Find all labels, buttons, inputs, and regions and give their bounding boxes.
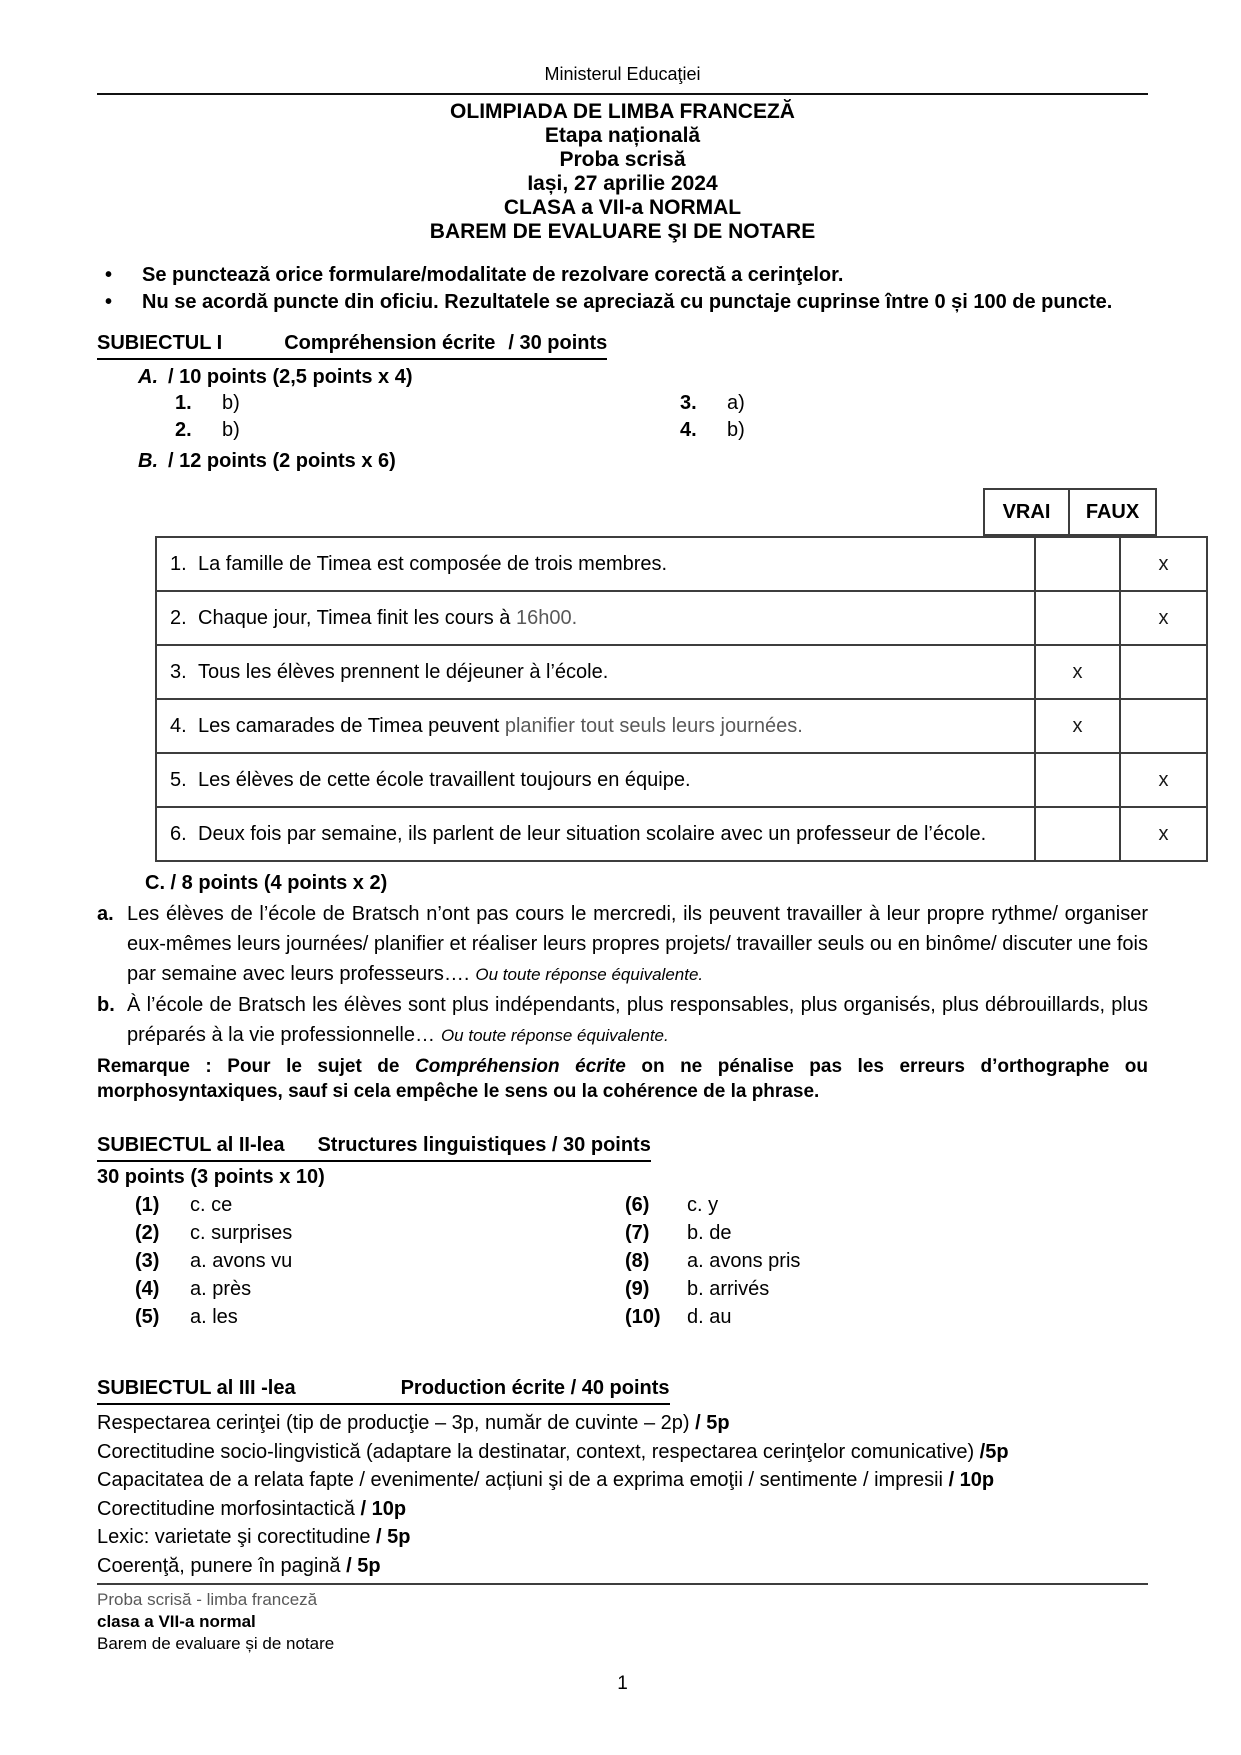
- footer-exam-line: Proba scrisă - limba franceză: [97, 1590, 318, 1609]
- faux-mark-cell: x: [1120, 591, 1207, 645]
- item-answer: a. près: [190, 1278, 252, 1300]
- answer-a-note: Ou toute réponse équivalente.: [475, 965, 704, 984]
- part-a-label: A.: [138, 366, 158, 388]
- table-row: [156, 591, 1207, 645]
- answer-value: b): [727, 419, 745, 441]
- table-row: [156, 645, 1207, 699]
- note-item-2: [97, 289, 1148, 316]
- s2-right-group: [625, 1275, 769, 1303]
- remark-pre: Pour le sujet de: [227, 1056, 400, 1077]
- subject1-points: / 30 points: [508, 332, 608, 354]
- table-header-row: [984, 489, 1156, 535]
- item-answer: a. les: [190, 1306, 238, 1328]
- item-number: (1): [135, 1194, 160, 1216]
- note-text-2: Nu se acordă puncte din oficiu. Rezultatele se apreciază cu punctaje cuprinse între 0 și 100 de puncte.: [142, 291, 1113, 313]
- remark-paragraph: [97, 1054, 1148, 1104]
- criterion-text: Respectarea cerinţei (tip de producţie – 3p, număr de cuvinte – 2p): [97, 1412, 690, 1434]
- s2-answers-row: [97, 1247, 1148, 1275]
- header-divider: [97, 93, 1148, 95]
- criterion-line: [97, 1438, 1148, 1467]
- item-number: (9): [625, 1278, 650, 1300]
- answer-b-marker: b.: [97, 994, 115, 1016]
- statement-text: Deux fois par semaine, ils parlent de leur situation scolaire avec un professeur de l’école.: [198, 822, 987, 845]
- title-barem: BAREM DE EVALUARE ŞI DE NOTARE: [429, 220, 816, 243]
- statement-text: Tous les élèves prennent le déjeuner à l’école.: [198, 660, 609, 683]
- remark-italic: Compréhension écrite: [414, 1056, 626, 1077]
- faux-mark-cell: [1120, 699, 1207, 753]
- page-number: 1: [617, 1673, 628, 1694]
- note-text-1: Se punctează orice formulare/modalitate de rezolvare corectă a cerinţelor.: [142, 264, 844, 286]
- part-a-points: / 10 points (2,5 points x 4): [168, 366, 413, 388]
- part-a-line: [138, 364, 1148, 390]
- statement-number: 1.: [170, 552, 187, 575]
- statement-number: 4.: [170, 714, 187, 737]
- answer-num: 4.: [680, 419, 697, 441]
- criterion-line: [97, 1495, 1148, 1524]
- part-c-line: C. / 8 points (4 points x 2): [145, 872, 388, 894]
- s2-right-group: [625, 1191, 718, 1219]
- criterion-points: / 5p: [376, 1526, 411, 1548]
- answer-value: a): [727, 392, 745, 414]
- item-answer: b. arrivés: [687, 1278, 770, 1300]
- vrai-mark-cell: [1035, 753, 1120, 807]
- criterion-text: Lexic: varietate şi corectitudine: [97, 1526, 371, 1548]
- table-row: [156, 807, 1207, 861]
- item-number: (4): [135, 1278, 160, 1300]
- criterion-points: / 5p: [695, 1412, 730, 1434]
- statement-cell: [156, 645, 1035, 699]
- item-number: (8): [625, 1250, 650, 1272]
- answer-num: 3.: [680, 392, 697, 414]
- s2-right-group: [625, 1303, 731, 1331]
- answer-b-text: À l’école de Bratsch les élèves sont plus indépendants, plus responsables, plus organisés, plus débrouillards, plus préparés à la vie professionnelle…: [127, 994, 1148, 1046]
- item-answer: d. au: [687, 1306, 732, 1328]
- vrai-faux-header-table: [983, 488, 1157, 536]
- item-answer: c. y: [687, 1194, 719, 1216]
- s2-answers-row: [97, 1275, 1148, 1303]
- s2-answers-row: [97, 1191, 1148, 1219]
- title-exam-type: Proba scrisă: [559, 148, 686, 171]
- criterion-text: Corectitudine socio-lingvistică (adaptare la destinatar, context, respectarea cerinţelor comunicative): [97, 1440, 975, 1463]
- statement-text-gray: planifier tout seuls leurs journées.: [504, 714, 803, 737]
- note-item-1: [97, 262, 1148, 289]
- answer-a-text: Les élèves de l’école de Bratsch n’ont pas cours le mercredi, ils peuvent travailler à leur propre rythme/ organiser eux-mêmes leurs journées/ planifier et réaliser leurs propres projets/ travailler seuls ou en binôme/ discuter une fois par semaine avec leurs professeurs….: [127, 903, 1148, 985]
- answer-a-paragraph: [97, 899, 1148, 990]
- subject3-label: SUBIECTUL al III -lea: [97, 1377, 296, 1399]
- statement-text: Les camarades de Timea peuvent: [198, 714, 505, 737]
- footer-divider: [97, 1583, 1148, 1585]
- statement-number: 3.: [170, 660, 187, 683]
- item-number: (2): [135, 1222, 160, 1244]
- answer-b-paragraph: [97, 990, 1148, 1051]
- table-row: [156, 537, 1207, 591]
- vrai-mark-cell: x: [1035, 645, 1120, 699]
- s2-answers-row: [97, 1303, 1148, 1331]
- criterion-points: / 5p: [346, 1554, 381, 1577]
- vrai-faux-table-area: [155, 488, 1169, 862]
- footer-class-line: clasa a VII-a normal: [97, 1612, 256, 1631]
- title-olympiad: OLIMPIADA DE LIMBA FRANCEZĂ: [450, 100, 795, 123]
- part-b-points: / 12 points (2 points x 6): [168, 450, 396, 472]
- answer-right-group: [680, 417, 745, 444]
- subject1-label: SUBIECTUL I: [97, 332, 223, 354]
- general-notes: [97, 262, 1148, 316]
- statement-number: 6.: [170, 822, 187, 845]
- subject3-heading: [97, 1375, 1148, 1405]
- title-date-place: Iași, 27 aprilie 2024: [527, 172, 718, 195]
- footer-barem-line: Barem de evaluare și de notare: [97, 1634, 335, 1653]
- faux-mark-cell: x: [1120, 537, 1207, 591]
- s2-right-group: [625, 1247, 800, 1275]
- page-footer: [97, 1583, 1148, 1695]
- item-number: (6): [625, 1194, 650, 1216]
- item-answer: a. avons pris: [687, 1250, 801, 1272]
- criterion-text: Coerenţă, punere în pagină: [97, 1554, 341, 1577]
- subject2-title: Structures linguistiques / 30 points: [317, 1134, 651, 1156]
- faux-column-header: FAUX: [1069, 489, 1156, 535]
- item-number: (10): [625, 1306, 661, 1328]
- title-stage: Etapa națională: [544, 124, 701, 147]
- answer-right-group: [680, 390, 745, 417]
- criterion-line: [97, 1466, 1148, 1495]
- statement-cell: [156, 537, 1035, 591]
- subject1-heading: [97, 330, 1148, 360]
- item-answer: c. ce: [190, 1194, 233, 1216]
- criterion-line: [97, 1409, 1148, 1438]
- remark-label: Remarque :: [97, 1056, 212, 1077]
- subject2-heading: [97, 1132, 1148, 1162]
- title-class: CLASA a VII-a NORMAL: [503, 196, 742, 219]
- faux-mark-cell: x: [1120, 807, 1207, 861]
- vrai-faux-table: [155, 536, 1208, 862]
- item-number: (7): [625, 1222, 650, 1244]
- statement-cell: [156, 591, 1035, 645]
- subject1-heading-underline: [97, 330, 607, 360]
- criteria-list: [97, 1409, 1148, 1580]
- statement-text: La famille de Timea est composée de trois membres.: [198, 552, 668, 575]
- answer-num: 1.: [175, 392, 192, 414]
- criterion-text: Corectitudine morfosintactică: [97, 1497, 355, 1520]
- subject1-title: Compréhension écrite: [284, 332, 496, 354]
- faux-mark-cell: [1120, 645, 1207, 699]
- item-answer: a. avons vu: [190, 1250, 293, 1272]
- subject3-heading-underline: [97, 1375, 670, 1405]
- item-answer: c. surprises: [190, 1222, 293, 1244]
- vrai-mark-cell: [1035, 537, 1120, 591]
- answer-num: 2.: [175, 419, 192, 441]
- title-block: [97, 100, 1148, 244]
- answers-row-2: [97, 417, 1148, 444]
- statement-text: Les élèves de cette école travaillent toujours en équipe.: [198, 768, 691, 791]
- statement-text: Chaque jour, Timea finit les cours à: [198, 606, 516, 629]
- statement-text-gray: 16h00.: [515, 606, 578, 629]
- statement-number: 2.: [170, 606, 187, 629]
- answer-a-marker: a.: [97, 903, 114, 925]
- criterion-points: / 10p: [360, 1497, 407, 1520]
- subject3-title: Production écrite / 40 points: [400, 1377, 670, 1399]
- vrai-column-header: VRAI: [984, 489, 1069, 535]
- subject2-subtitle: 30 points (3 points x 10): [97, 1166, 325, 1188]
- criterion-text: Capacitatea de a relata fapte / evenimente/ acțiuni şi de a exprima emoţii / sentimente / impresii: [97, 1469, 943, 1491]
- table-row: [156, 753, 1207, 807]
- vrai-mark-cell: [1035, 807, 1120, 861]
- answer-b-note: Ou toute réponse équivalente.: [440, 1026, 669, 1045]
- criterion-points: / 10p: [948, 1469, 995, 1491]
- s2-answers-row: [97, 1219, 1148, 1247]
- criterion-line: [97, 1552, 1148, 1581]
- faux-mark-cell: x: [1120, 753, 1207, 807]
- item-number: (3): [135, 1250, 160, 1272]
- subject2-heading-underline: [97, 1132, 651, 1162]
- part-b-line: [138, 448, 1148, 474]
- criterion-line: [97, 1523, 1148, 1552]
- answers-row-1: [97, 390, 1148, 417]
- statement-cell: [156, 753, 1035, 807]
- criterion-points: /5p: [979, 1440, 1009, 1463]
- item-number: (5): [135, 1306, 160, 1328]
- statement-number: 5.: [170, 768, 187, 791]
- s2-right-group: [625, 1219, 731, 1247]
- vrai-mark-cell: [1035, 591, 1120, 645]
- statement-cell: [156, 699, 1035, 753]
- item-answer: b. de: [687, 1222, 732, 1244]
- statement-cell: [156, 807, 1035, 861]
- subject2-label: SUBIECTUL al II-lea: [97, 1134, 285, 1156]
- vrai-mark-cell: x: [1035, 699, 1120, 753]
- answer-value: b): [222, 392, 240, 414]
- ministry-line: Ministerul Educaţiei: [544, 64, 701, 84]
- table-row: [156, 699, 1207, 753]
- answer-value: b): [222, 419, 240, 441]
- part-b-label: B.: [138, 450, 158, 472]
- remark-post: on ne pénalise pas les erreurs d’orthographe ou morphosyntaxiques, sauf si cela empêche le sens ou la cohérence de la phrase.: [97, 1056, 1148, 1102]
